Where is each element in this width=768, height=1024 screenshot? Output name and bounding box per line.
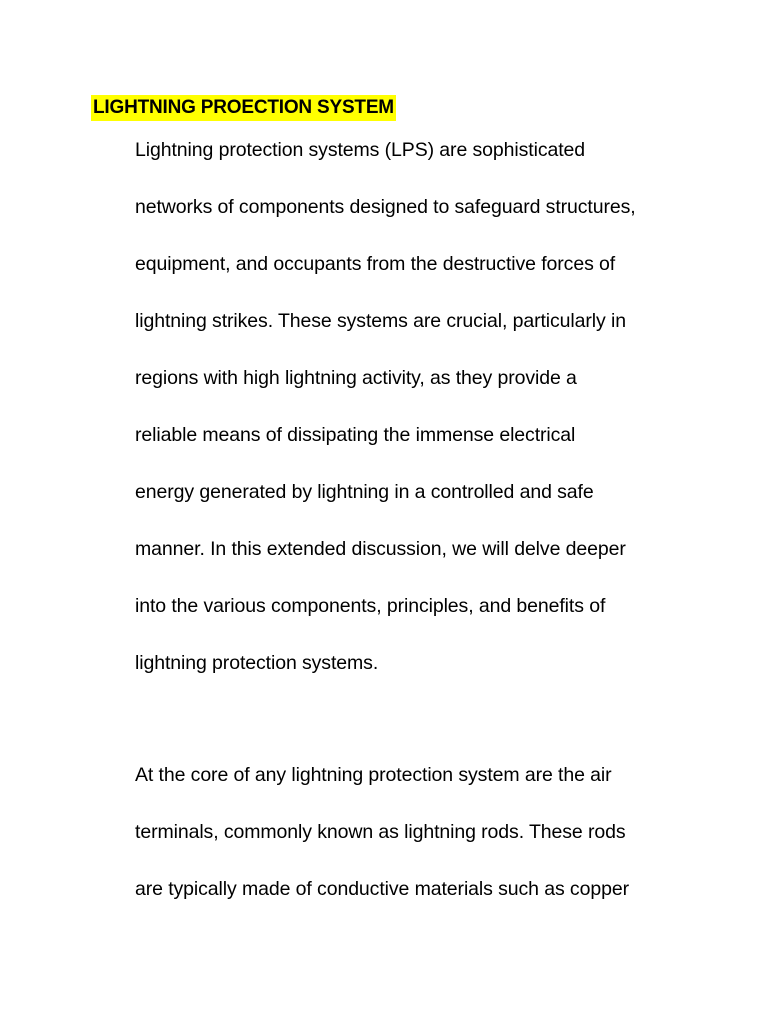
text-line: reliable means of dissipating the immense electrical bbox=[135, 424, 576, 446]
text-line: networks of components designed to safeguard structures, bbox=[135, 196, 636, 218]
text-line: lightning protection systems. bbox=[135, 652, 379, 674]
text-line: Lightning protection systems (LPS) are sophisticated bbox=[135, 139, 586, 161]
document-title: LIGHTNING PROECTION SYSTEM bbox=[91, 95, 396, 121]
text-line: into the various components, principles, and benefits of bbox=[135, 595, 606, 617]
text-line: terminals, commonly known as lightning rods. These rods bbox=[135, 821, 626, 843]
text-line: are typically made of conductive materials such as copper bbox=[135, 878, 629, 900]
text-line: lightning strikes. These systems are crucial, particularly in bbox=[135, 310, 626, 332]
text-line: manner. In this extended discussion, we will delve deeper bbox=[135, 538, 626, 560]
text-line: regions with high lightning activity, as they provide a bbox=[135, 367, 577, 389]
paragraph-1 bbox=[135, 136, 636, 706]
text-line: At the core of any lightning protection system are the air bbox=[135, 764, 612, 786]
text-line: equipment, and occupants from the destructive forces of bbox=[135, 253, 616, 275]
text-line: energy generated by lightning in a controlled and safe bbox=[135, 481, 594, 503]
paragraph-2 bbox=[135, 761, 629, 932]
